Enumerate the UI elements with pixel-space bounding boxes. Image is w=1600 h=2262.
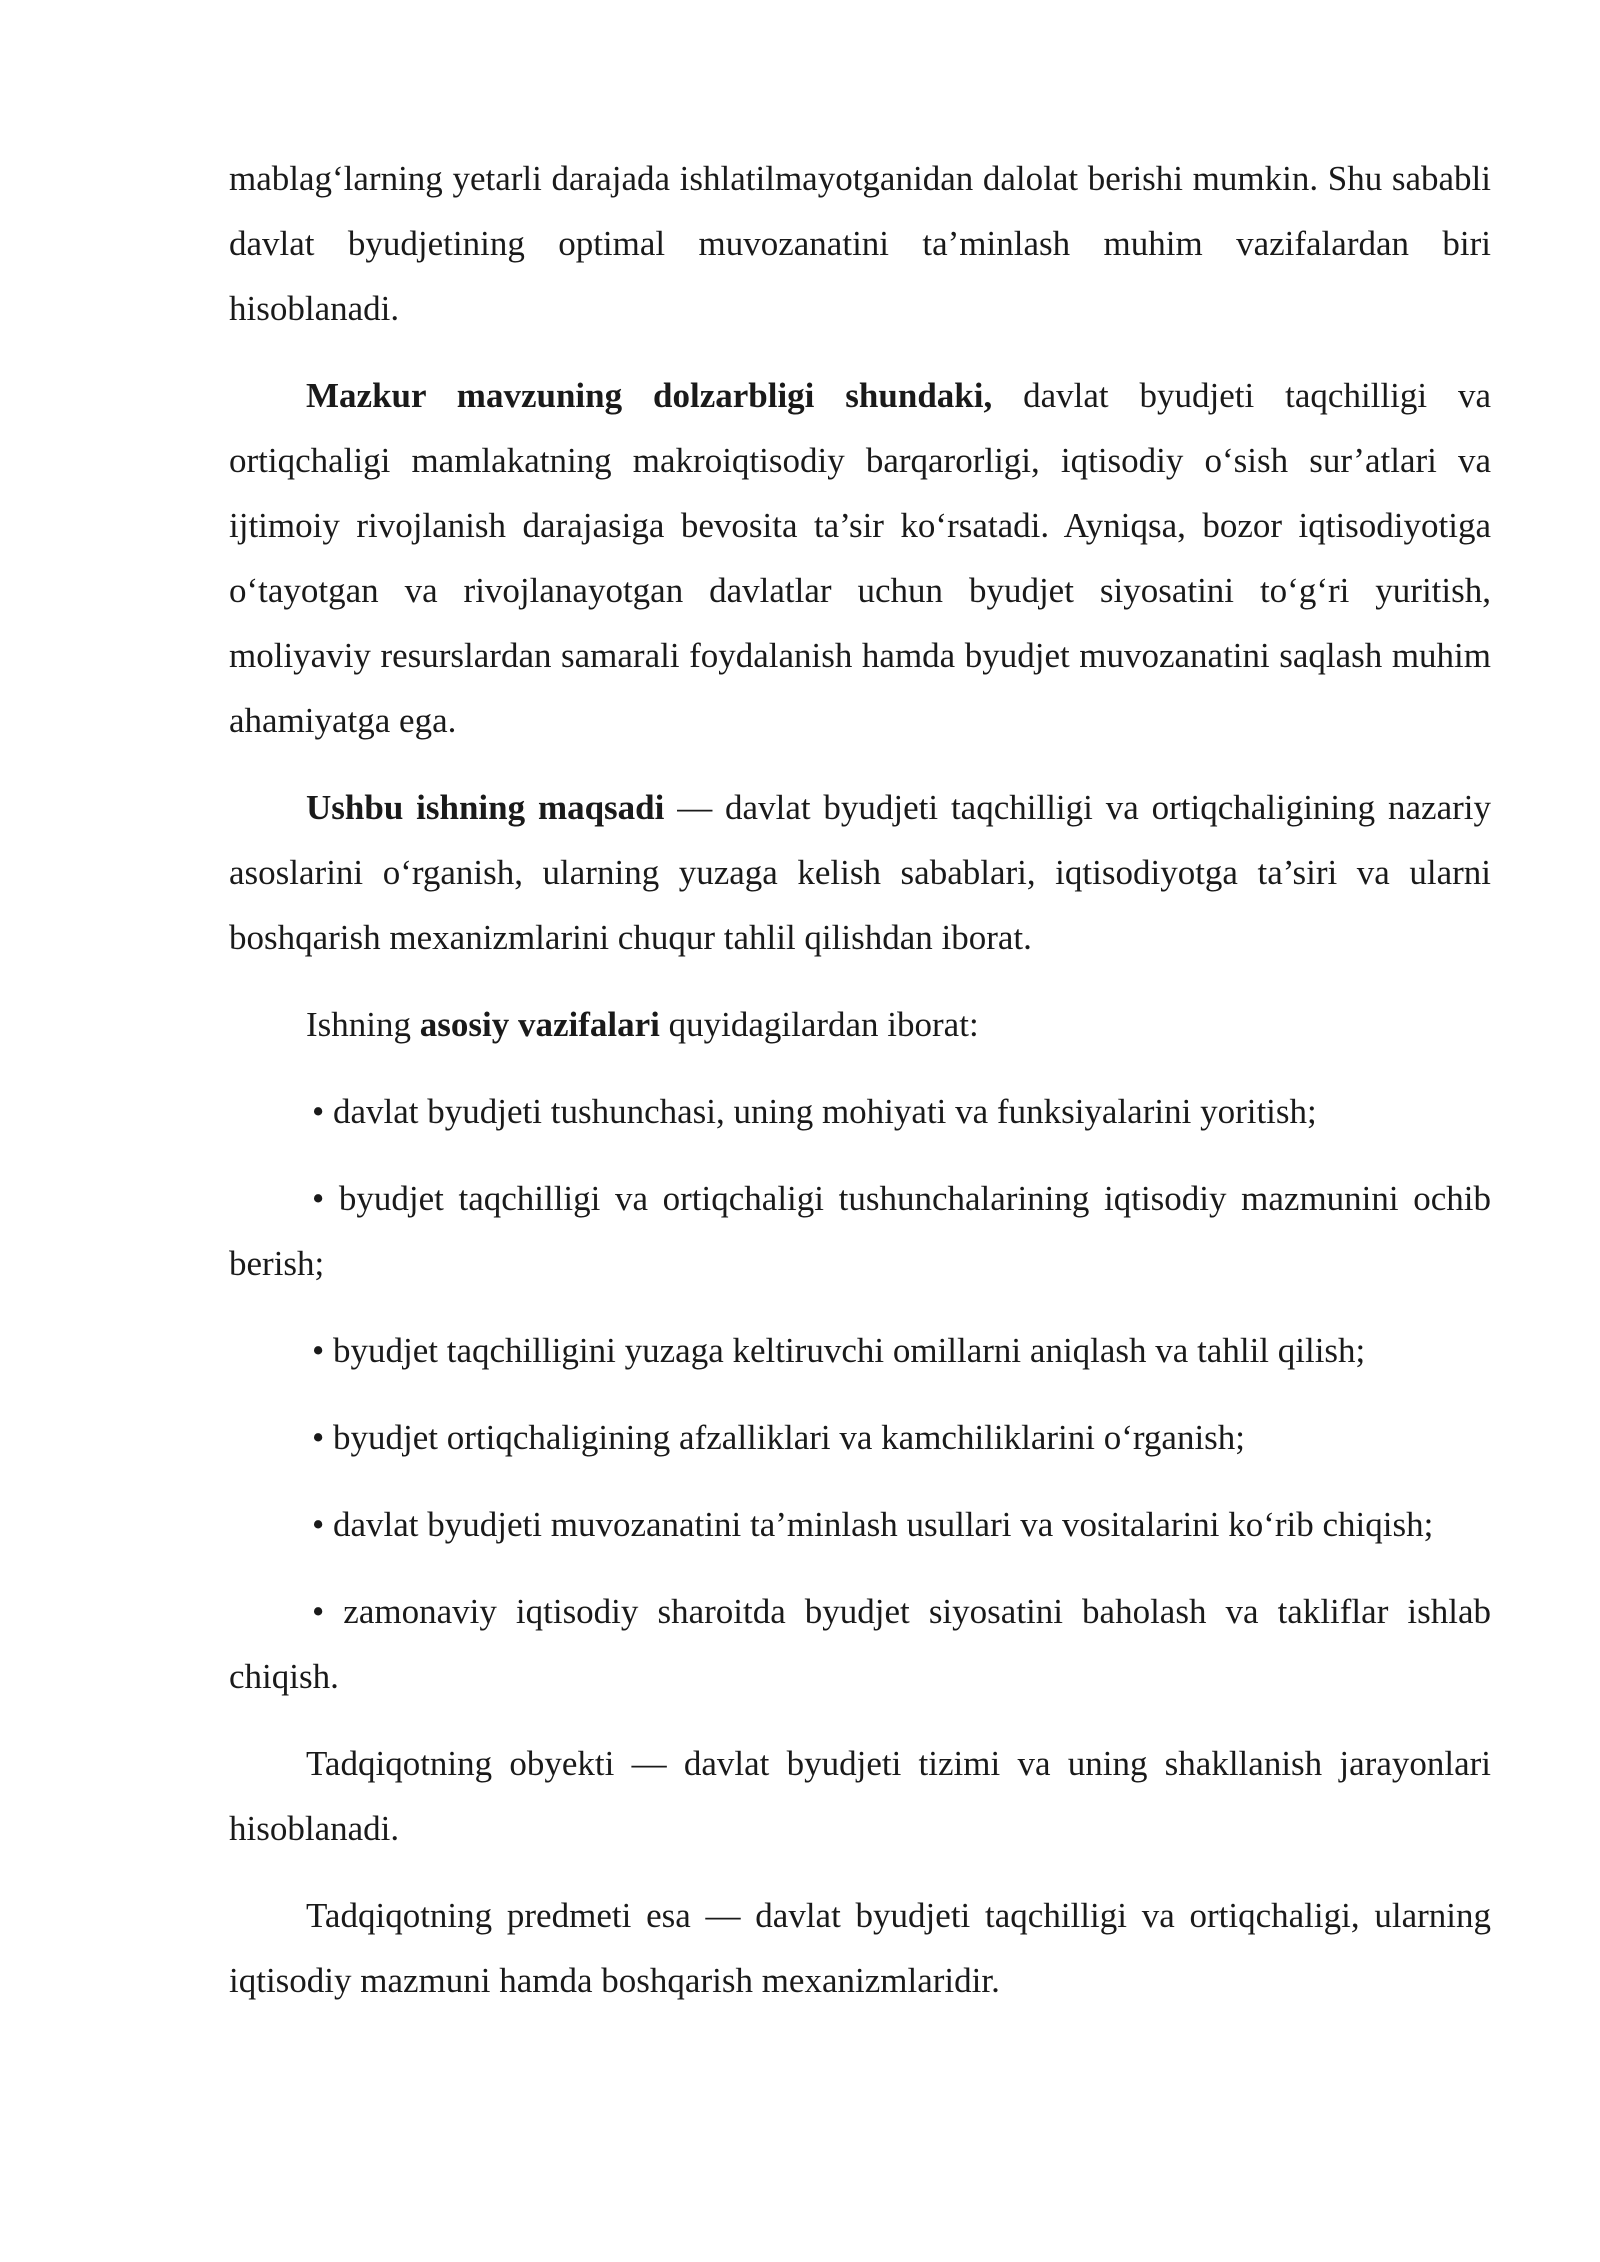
list-item: • davlat byudjeti tushunchasi, uning mohiyati va funksiyalarini yoritish;: [312, 1092, 1317, 1131]
paragraph-object: Tadqiqotning obyekti — davlat byudjeti tizimi va uning shakllanish jarayonlari hisoblanadi.: [229, 1744, 1491, 1848]
paragraph-lead-bold: Mazkur mavzuning dolzarbligi shundaki,: [306, 376, 993, 415]
list-item: • zamonaviy iqtisodiy sharoitda byudjet siyosatini baholash va takliflar ishlab chiqish.: [229, 1592, 1491, 1696]
paragraph-text: quyidagilardan iborat:: [659, 1005, 979, 1044]
paragraph-text: davlat byudjeti taqchilligi va ortiqchaligi mamlakatning makroiqtisodiy barqarorligi, iqtisodiy o‘sish sur’atlari va ijtimoiy rivojlanish darajasiga bevosita ta’sir ko‘rsatadi. Ayniqsa, bozor iqtisodiyotiga o‘tayotgan va rivojlanayotgan davlatlar uchun byudjet siyosatini to‘g‘ri yuritish, moliyaviy resurslardan samarali foydalanish hamda byudjet muvozanatini saqlash muhim ahamiyatga ega.: [229, 376, 1491, 740]
paragraph-subject: Tadqiqotning predmeti esa — davlat byudjeti taqchilligi va ortiqchaligi, ularning iqtisodiy mazmuni hamda boshqarish mexanizmlaridir.: [229, 1896, 1491, 2000]
list-item: • davlat byudjeti muvozanatini ta’minlash usullari va vositalarini ko‘rib chiqish;: [312, 1505, 1434, 1544]
list-item: • byudjet taqchilligi va ortiqchaligi tushunchalarining iqtisodiy mazmunini ochib berish;: [229, 1179, 1491, 1283]
paragraph-lead-bold: asosiy vazifalari: [419, 1005, 660, 1044]
paragraph-text: mablag‘larning yetarli darajada ishlatilmayotganidan dalolat berishi mumkin. Shu sababli davlat byudjetining optimal muvozanatini ta’minlash muhim vazifalardan biri hisoblanadi.: [229, 159, 1491, 328]
list-item: • byudjet ortiqchaligining afzalliklari va kamchiliklarini o‘rganish;: [312, 1418, 1246, 1457]
paragraph-continuation: [229, 146, 1491, 341]
document-page: [229, 146, 1491, 2035]
paragraph-lead-bold: Ushbu ishning maqsadi: [306, 788, 665, 827]
paragraph-prefix: Ishning: [306, 1005, 420, 1044]
paragraph-goal: [229, 775, 1491, 970]
list-item: • byudjet taqchilligini yuzaga keltiruvchi omillarni aniqlash va tahlil qilish;: [312, 1331, 1366, 1370]
paragraph-tasks-intro: [229, 992, 1491, 1057]
paragraph-text: — davlat byudjeti taqchilligi va ortiqchaligining nazariy asoslarini o‘rganish, ularning yuzaga kelish sabablari, iqtisodiyotga ta’siri va ularni boshqarish mexanizmlarini chuqur tahlil qilishdan iborat.: [229, 788, 1491, 957]
paragraph-relevance: [229, 363, 1491, 753]
